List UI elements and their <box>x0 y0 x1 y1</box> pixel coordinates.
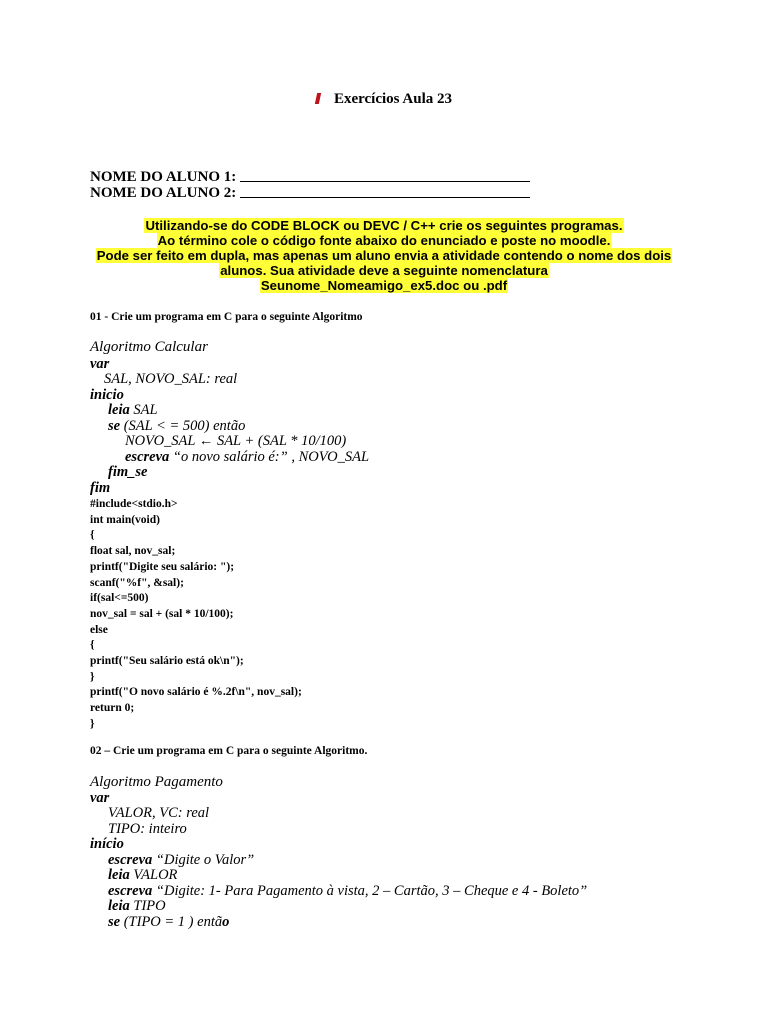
code-line: { <box>90 639 95 652</box>
code-line: return 0; <box>90 702 135 715</box>
algorithm-2-title: Algoritmo Pagamento <box>90 774 223 790</box>
code-line: if(sal<=500) <box>90 592 149 605</box>
algorithm-2-line-5: se (TIPO = 1 ) então <box>108 914 230 930</box>
algorithm-1-leia: leia SAL <box>108 402 158 418</box>
name-blank-line-1 <box>240 169 530 182</box>
instruction-line-4: alunos. Sua atividade deve a seguinte nomenclatura <box>220 263 548 278</box>
algorithm-1-se: se (SAL < = 500) então <box>108 418 246 434</box>
exercise-2-heading: 02 – Crie um programa em C para o seguinte Algoritmo. <box>90 745 368 757</box>
algorithm-2-declaration-1: VALOR, VC: real <box>108 805 210 821</box>
algorithm-2-line-4: leia TIPO <box>108 898 166 914</box>
title-text: Exercícios Aula 23 <box>333 91 453 107</box>
bullet-marker-icon <box>315 93 321 104</box>
instruction-line-5: Seunome_Nomeamigo_ex5.doc ou .pdf <box>260 278 508 293</box>
algorithm-2-line-3: escreva “Digite: 1- Para Pagamento à vista, 2 – Cartão, 3 – Cheque e 4 - Boleto” <box>108 883 588 899</box>
code-line: float sal, nov_sal; <box>90 545 176 558</box>
code-line: #include<stdio.h> <box>90 498 178 510</box>
algorithm-2-line-2: leia VALOR <box>108 867 178 883</box>
code-line: printf("Seu salário está ok\n"); <box>90 655 244 668</box>
code-line: nov_sal = sal + (sal * 10/100); <box>90 607 234 620</box>
code-line: printf("O novo salário é %.2f\n", nov_sal); <box>90 686 302 699</box>
algorithm-2-inicio: início <box>90 836 124 852</box>
name-blank-line-2 <box>240 185 530 198</box>
algorithm-1-fim-se: fim_se <box>108 464 148 480</box>
code-line: else <box>90 623 108 636</box>
algorithm-2-var: var <box>90 790 110 806</box>
student-name-2 <box>90 185 530 202</box>
algorithm-1-title: Algoritmo Calcular <box>90 339 208 355</box>
algorithm-2-declaration-2: TIPO: inteiro <box>108 821 187 837</box>
student-name-1 <box>90 169 530 186</box>
code-line: } <box>90 717 95 730</box>
algorithm-1-inicio: inicio <box>90 387 124 403</box>
algorithm-2-line-1: escreva “Digite o Valor” <box>108 852 255 868</box>
student-label-1: NOME DO ALUNO 1: <box>90 169 237 185</box>
code-line: scanf("%f", &sal); <box>90 576 184 589</box>
algorithm-1-escreva: escreva “o novo salário é:” , NOVO_SAL <box>125 449 370 465</box>
code-line: } <box>90 670 95 683</box>
code-line: printf("Digite seu salário: "); <box>90 560 235 573</box>
instruction-line-2: Ao término cole o código fonte abaixo do enunciado e poste no moodle. <box>157 233 611 248</box>
algorithm-1-declaration: SAL, NOVO_SAL: real <box>104 371 238 387</box>
exercise-1-heading: 01 - Crie um programa em C para o seguinte Algoritmo <box>90 311 363 323</box>
student-label-2: NOME DO ALUNO 2: <box>90 185 237 201</box>
instruction-line-1: Utilizando-se do CODE BLOCK ou DEVC / C++ crie os seguintes programas. <box>145 218 623 233</box>
code-line: { <box>90 529 95 542</box>
page-title <box>0 91 768 108</box>
code-block-1 <box>90 497 302 733</box>
instruction-line-3: Pode ser feito em dupla, mas apenas um aluno envia a atividade contendo o nome dos dois <box>96 248 672 263</box>
algorithm-1-assign: NOVO_SAL ← SAL + (SAL * 10/100) <box>125 433 347 449</box>
algorithm-1-var: var <box>90 356 110 372</box>
algorithm-1-fim: fim <box>90 480 111 496</box>
code-line: int main(void) <box>90 513 160 526</box>
